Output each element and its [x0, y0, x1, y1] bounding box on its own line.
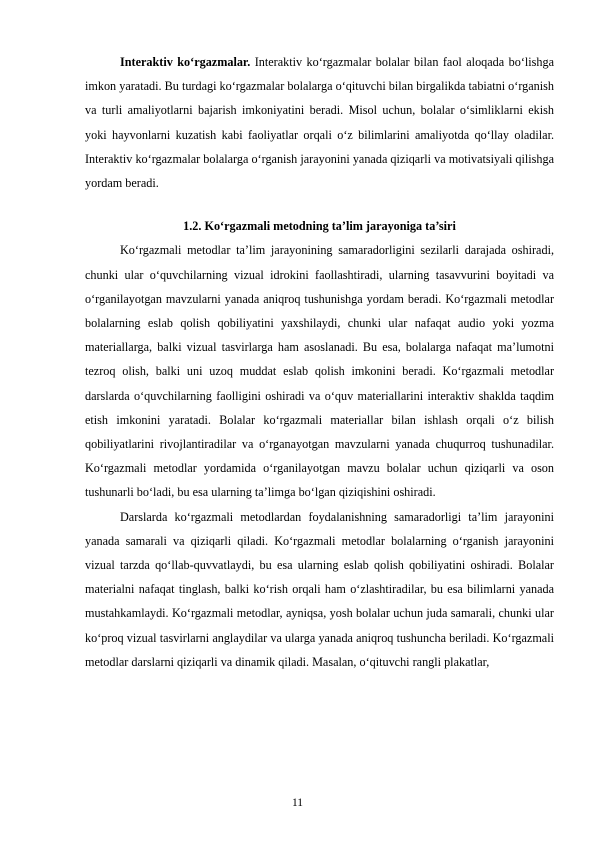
- section-heading: 1.2. Ko‘rgazmali metodning ta’lim jarayoniga ta’siri: [183, 219, 456, 234]
- body-paragraph-2: Darslarda ko‘rgazmali metodlardan foydalanishning samaradorligi ta’lim jarayonini yanada samarali va qiziqarli qiladi. Ko‘rgazmali metodlar bolalarning o‘rganish jarayonini vizual tarzda qo‘llab-quvvatlaydi, bu esa ularning eslab qolish qobiliyatini oshiradi. Bolalar materialni nafaqat tinglash, balki ko‘rish orqali ham o‘zlashtiradilar, bu esa bilimlarni yanada mustahkamlaydi. Ko‘rgazmali metodlar, ayniqsa, yosh bolalar uchun juda samarali, chunki ular ko‘proq vizual tasvirlarni anglaydilar va ularga yanada aniqroq tushuncha beriladi. Ko‘rgazmali metodlar darslarni qiziqarli va dinamik qiladi. Masalan, o‘qituvchi rangli plakatlar,: [85, 509, 554, 669]
- intro-paragraph: [85, 50, 554, 195]
- intro-text: Interaktiv ko‘rgazmalar bolalar bilan faol aloqada bo‘lishga imkon yaratadi. Bu turdagi ko‘rgazmalar bolalarga o‘qituvchi bilan birgalikda tabiatni o‘rganish va turli amaliyotlarni bajarish imkoniyatini beradi. Misol uchun, bolalar o‘simliklarni ekish yoki hayvonlarni kuzatish kabi faoliyatlar orqali o‘z bilimlarini amaliyotda qo‘llay oladilar. Interaktiv ko‘rgazmalar bolalarga o‘rganish jarayonini yanada qiziqarli va motivatsiyali qilishga yordam beradi.: [85, 55, 554, 191]
- body-paragraph-1: Ko‘rgazmali metodlar ta’lim jarayonining samaradorligini sezilarli darajada oshiradi, chunki ular o‘quvchilarning vizual idrokini faollashtiradi, ularning tasavvurini boyitadi va o‘rganilayotgan mavzularni yanada aniqroq tushunishga yordam beradi. Ko‘rgazmali metodlar bolalarning eslab qolish qobiliyatini yaxshilaydi, chunki ular nafaqat audio yoki yozma materiallarga, balki vizual tasvirlarga ham asoslanadi. Bu esa, bolalarga nafaqat ma’lumotni tezroq olish, balki uni uzoq muddat eslab qolish imkonini beradi. Ko‘rgazmali metodlar darslarda o‘quvchilarning faolligini oshiradi va o‘quv materiallarini interaktiv shaklda taqdim etish imkonini yaratadi. Bolalar ko‘rgazmali materiallar bilan ishlash orqali o‘z bilish qobiliyatlarini rivojlantiradilar va o‘rganayotgan mavzularni yanada chuqurroq tushunadilar. Ko‘rgazmali metodlar yordamida o‘rganilayotgan mavzu bolalar uchun qiziqarli va oson tushunarli bo‘ladi, bu esa ularning ta’limga bo‘lgan qiziqishini oshiradi.: [85, 243, 554, 500]
- page-number: 11: [291, 797, 304, 809]
- intro-term: Interaktiv ko‘rgazmalar.: [120, 55, 251, 69]
- document-page: [85, 50, 554, 674]
